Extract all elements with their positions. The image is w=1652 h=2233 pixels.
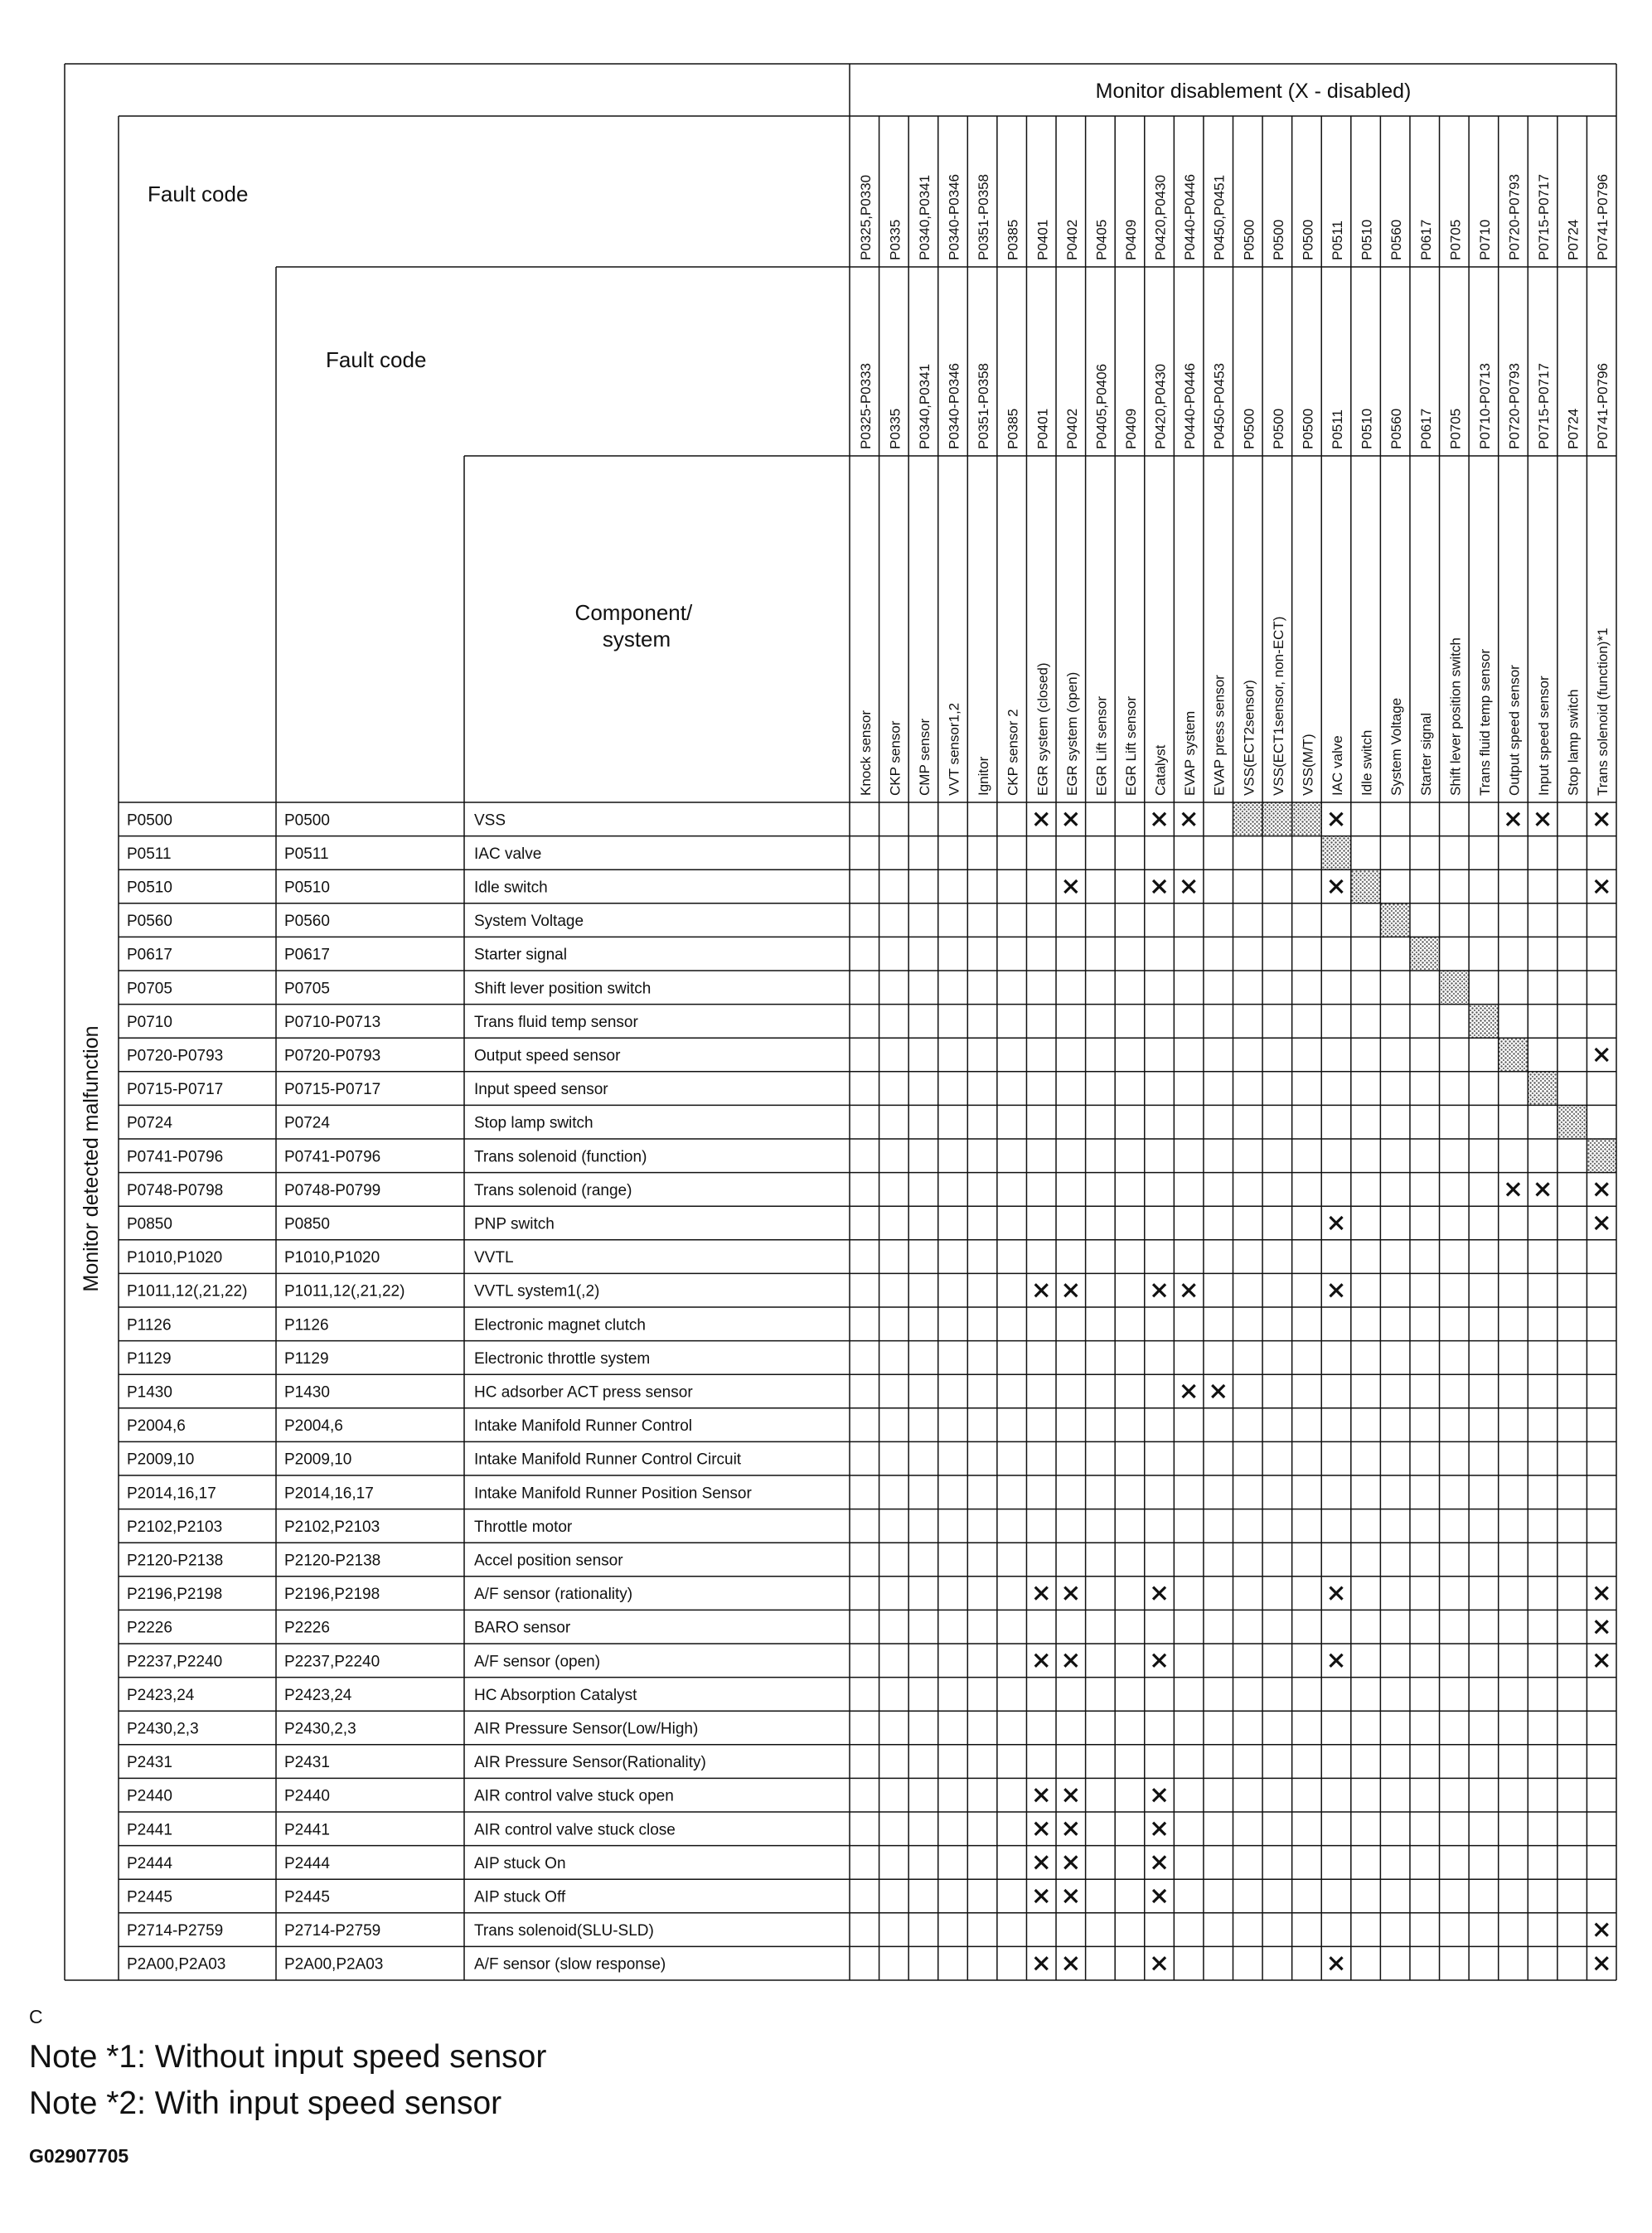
inner-fault-code-label: Fault code [326,347,427,372]
col-component: Output speed sensor [1506,665,1523,796]
row-fault-code-detail: P2009,10 [284,1451,352,1469]
row-fault-code-detail: P0724 [284,1114,330,1132]
col-mid-code: P0351-P0358 [976,363,992,449]
row-fault-code: P0741-P0796 [127,1148,224,1166]
self-cell-shade [1587,1139,1616,1173]
col-mid-code: P0705 [1447,408,1464,449]
self-cell-shade [1558,1105,1587,1139]
row-fault-code: P2196,P2198 [127,1586,223,1604]
row-fault-code-detail: P2445 [284,1888,330,1906]
col-mid-code: P0715-P0717 [1536,363,1553,449]
col-component: CMP sensor [916,718,933,796]
col-component: Ignitor [976,756,992,796]
col-top-code: P0325,P0330 [857,174,874,260]
col-component: EGR system (closed) [1034,662,1051,796]
row-component: HC Absorption Catalyst [474,1686,637,1704]
note-2: Note *2: With input speed sensor [29,2085,502,2121]
row-fault-code: P0500 [127,811,172,830]
col-mid-code: P0720-P0793 [1506,363,1523,449]
row-fault-code-detail: P2441 [284,1821,330,1839]
row-component: Stop lamp switch [474,1114,593,1132]
col-top-code: P0741-P0796 [1595,174,1611,260]
row-fault-code-detail: P0850 [284,1215,330,1233]
col-component: Shift lever position switch [1447,637,1464,796]
disabled-mark [1153,1856,1165,1868]
row-fault-code: P1430 [127,1383,172,1402]
disabled-mark [1596,1183,1608,1195]
disabled-mark [1064,1284,1077,1296]
col-top-code: P0511 [1330,220,1345,260]
col-mid-code: P0440-P0446 [1182,363,1199,449]
col-component: Stop lamp switch [1565,689,1582,796]
col-top-code: P0720-P0793 [1506,174,1523,260]
row-fault-code: P2226 [127,1619,172,1637]
col-top-code: P0385 [1005,219,1021,260]
col-component: CKP sensor 2 [1005,709,1021,796]
row-fault-code-detail: P1010,P1020 [284,1249,380,1267]
col-component: EVAP press sensor [1211,675,1228,796]
row-fault-code: P2430,2,3 [127,1720,199,1738]
row-component: AIP stuck On [474,1854,566,1872]
self-cell-shade [1380,903,1410,937]
row-component: IAC valve [474,845,542,863]
row-fault-code-detail: P0500 [284,811,330,830]
col-top-code: P0617 [1417,219,1434,260]
row-fault-code-detail: P2431 [284,1754,330,1772]
col-component: EGR Lift sensor [1123,696,1139,796]
side-label: Monitor detected malfunction [80,1025,103,1292]
row-fault-code-detail: P2226 [284,1619,330,1637]
col-mid-code: P0340,P0341 [916,363,933,449]
banner-title: Monitor disablement (X - disabled) [1095,80,1412,103]
row-fault-code-detail: P0715-P0717 [284,1081,381,1099]
self-cell-shade [1292,802,1322,836]
disabled-mark [1596,813,1608,826]
disabled-mark [1153,1823,1165,1835]
self-cell-shade [1321,836,1351,870]
disabled-mark [1153,880,1165,893]
row-component: Input speed sensor [474,1081,608,1099]
row-fault-code: P1011,12(,21,22) [127,1282,248,1301]
disabled-mark [1596,880,1608,893]
row-fault-code-detail: P2120-P2138 [284,1552,381,1570]
row-fault-code-detail: P0705 [284,980,330,998]
disabled-mark [1183,1284,1195,1296]
col-component: System Voltage [1388,697,1405,796]
disabled-mark [1330,880,1343,893]
col-mid-code: P0335 [887,408,904,449]
row-component: Intake Manifold Runner Position Sensor [474,1485,752,1503]
row-fault-code: P0560 [127,913,172,931]
disabled-mark [1064,1789,1077,1801]
row-fault-code-detail: P0710-P0713 [284,1013,381,1031]
disabled-mark [1596,1587,1608,1600]
col-top-code: P0401 [1034,219,1051,260]
row-fault-code-detail: P1129 [284,1349,329,1368]
row-fault-code: P2A00,P2A03 [127,1955,226,1974]
disabled-mark [1596,1620,1608,1633]
component-label-line2: system [602,627,671,651]
row-component: VVTL system1(,2) [474,1282,600,1301]
row-component: Starter signal [474,946,567,964]
col-component: EVAP system [1182,710,1199,796]
row-fault-code-detail: P0560 [284,913,330,931]
row-fault-code-detail: P0617 [284,946,330,964]
row-component: Shift lever position switch [474,980,652,998]
outer-fault-code-label: Fault code [148,182,249,206]
col-mid-code: P0500 [1300,408,1316,449]
col-component: VVT sensor1,2 [946,702,962,796]
row-fault-code: P0510 [127,879,172,897]
col-mid-code: P0405,P0406 [1093,363,1110,449]
row-component: HC adsorber ACT press sensor [474,1383,693,1402]
col-mid-code: P0500 [1241,408,1257,449]
row-component: PNP switch [474,1215,555,1233]
row-component: AIR Pressure Sensor(Rationality) [474,1754,706,1772]
col-mid-code: P0450-P0453 [1211,363,1228,449]
col-component: CKP sensor [887,720,904,796]
col-top-code: P0705 [1447,219,1464,260]
disabled-mark [1330,1587,1343,1600]
row-fault-code-detail: P0510 [284,879,330,897]
row-component: Trans fluid temp sensor [474,1013,638,1031]
col-top-code: P0500 [1300,219,1316,260]
disabled-mark [1596,1654,1608,1667]
col-component: Input speed sensor [1536,676,1553,796]
col-component: VSS(ECT1sensor, non-ECT) [1270,616,1286,796]
disabled-mark [1064,1856,1077,1868]
row-fault-code-detail: P0741-P0796 [284,1148,381,1166]
row-fault-code-detail: P2A00,P2A03 [284,1955,384,1974]
col-mid-code: P0409 [1123,408,1139,449]
row-fault-code-detail: P2430,2,3 [284,1720,356,1738]
disabled-mark [1035,813,1048,826]
col-mid-code: P0340-P0346 [946,363,962,449]
row-component: Intake Manifold Runner Control [474,1417,692,1436]
disabled-mark [1596,1924,1608,1936]
disabled-mark [1153,1654,1165,1667]
row-fault-code-detail: P2196,P2198 [284,1586,380,1604]
col-component: Starter signal [1417,712,1434,796]
col-top-code: P0724 [1565,219,1582,260]
row-fault-code: P2237,P2240 [127,1653,223,1671]
col-component: VSS(M/T) [1300,734,1316,796]
col-top-code: P0335 [887,219,904,260]
disabled-mark [1153,1890,1165,1902]
row-component: Intake Manifold Runner Control Circuit [474,1451,742,1469]
row-fault-code-detail: P0720-P0793 [284,1047,381,1065]
disabled-mark [1183,813,1195,826]
row-fault-code: P2004,6 [127,1417,186,1436]
row-component: VVTL [474,1249,514,1267]
self-cell-shade [1528,1072,1558,1106]
row-fault-code-detail: P1011,12(,21,22) [284,1282,405,1301]
row-fault-code: P2423,24 [127,1686,195,1704]
disabled-mark [1153,1789,1165,1801]
row-fault-code: P0720-P0793 [127,1047,224,1065]
disabled-mark [1596,1049,1608,1061]
disabled-mark [1064,880,1077,893]
self-cell-shade [1440,971,1470,1005]
col-component: IAC valve [1330,735,1345,796]
row-component: AIP stuck Off [474,1888,566,1906]
row-fault-code: P2102,P2103 [127,1518,223,1536]
row-fault-code-detail: P1126 [284,1316,329,1334]
row-fault-code: P0724 [127,1114,172,1132]
row-component: BARO sensor [474,1619,571,1637]
row-fault-code: P2714-P2759 [127,1922,224,1940]
note-letter: C [29,2006,43,2027]
self-cell-shade [1469,1005,1499,1039]
row-fault-code: P0710 [127,1013,172,1031]
col-mid-code: P0401 [1034,408,1051,449]
self-cell-shade [1410,937,1440,971]
row-component: A/F sensor (open) [474,1653,601,1671]
col-mid-code: P0741-P0796 [1595,363,1611,449]
row-component: Throttle motor [474,1518,573,1536]
row-fault-code: P2431 [127,1754,172,1772]
row-fault-code: P0748-P0798 [127,1181,224,1199]
disabled-mark [1330,1217,1343,1229]
disabled-mark [1035,1654,1048,1667]
col-mid-code: P0500 [1270,408,1286,449]
row-fault-code: P2440 [127,1787,172,1805]
col-mid-code: P0420,P0430 [1152,363,1169,449]
row-fault-code: P0850 [127,1215,172,1233]
self-cell-shade [1262,802,1292,836]
col-top-code: P0500 [1241,219,1257,260]
disabled-mark [1330,1284,1343,1296]
disabled-mark [1064,1587,1077,1600]
col-mid-code: P0560 [1388,408,1405,449]
row-fault-code-detail: P2423,24 [284,1686,352,1704]
disabled-mark [1064,1957,1077,1969]
disabled-mark [1153,813,1165,826]
col-mid-code: P0510 [1359,408,1375,449]
col-top-code: P0402 [1063,219,1080,260]
row-fault-code-detail: P2004,6 [284,1417,343,1436]
row-fault-code-detail: P2714-P2759 [284,1922,381,1940]
row-fault-code: P0617 [127,946,172,964]
col-component: Knock sensor [857,710,874,796]
row-component: AIR Pressure Sensor(Low/High) [474,1720,699,1738]
row-component: Trans solenoid (range) [474,1181,632,1199]
row-component: AIR control valve stuck close [474,1821,676,1839]
col-top-code: P0440-P0446 [1182,174,1199,260]
row-fault-code: P0511 [127,845,172,863]
col-top-code: P0340,P0341 [916,174,933,260]
col-mid-code: P0724 [1565,408,1582,449]
row-fault-code: P2120-P2138 [127,1552,224,1570]
disabled-mark [1596,1957,1608,1969]
row-fault-code: P1129 [127,1349,172,1368]
row-component: VSS [474,811,506,830]
row-component: Electronic throttle system [474,1349,651,1368]
disabled-mark [1330,1654,1343,1667]
disabled-mark [1064,1890,1077,1902]
self-cell-shade [1351,869,1381,903]
component-label [575,600,699,651]
col-mid-code: P0511 [1330,409,1345,449]
col-top-code: P0510 [1359,219,1375,260]
disabled-mark [1537,1183,1549,1195]
disabled-mark [1507,1183,1519,1195]
row-fault-code: P1010,P1020 [127,1249,223,1267]
component-label-line1: Component/ [574,600,693,625]
disabled-mark [1064,1654,1077,1667]
disabled-mark [1035,1856,1048,1868]
col-mid-code: P0617 [1417,408,1434,449]
col-top-code: P0560 [1388,219,1405,260]
disabled-mark [1035,1957,1048,1969]
col-component: Trans solenoid (function)*1 [1595,627,1611,796]
row-fault-code-detail: P2444 [284,1854,330,1872]
row-component: Output speed sensor [474,1047,621,1065]
disabled-mark [1330,1957,1343,1969]
row-fault-code: P0715-P0717 [127,1081,224,1099]
row-fault-code-detail: P2102,P2103 [284,1518,380,1536]
col-mid-code: P0385 [1005,408,1021,449]
disabled-mark [1153,1284,1165,1296]
row-fault-code-detail: P1430 [284,1383,330,1402]
col-top-code: P0405 [1093,219,1110,260]
col-top-code: P0409 [1123,219,1139,260]
disabled-mark [1064,813,1077,826]
row-component: Electronic magnet clutch [474,1316,646,1334]
row-fault-code-detail: P0748-P0799 [284,1181,381,1199]
row-fault-code: P2445 [127,1888,172,1906]
row-component: Accel position sensor [474,1552,623,1570]
disabled-mark [1183,1385,1195,1397]
row-component: System Voltage [474,913,584,931]
col-top-code: P0420,P0430 [1152,174,1169,260]
col-component: EGR Lift sensor [1093,696,1110,796]
col-top-code: P0450,P0451 [1211,174,1228,260]
disabled-mark [1035,1789,1048,1801]
disabled-mark [1212,1385,1224,1397]
col-component: VSS(ECT2sensor) [1241,680,1257,796]
disabled-mark [1153,1957,1165,1969]
col-component: EGR system (open) [1063,671,1080,796]
self-cell-shade [1233,802,1263,836]
col-top-code: P0500 [1270,219,1286,260]
col-component: Trans fluid temp sensor [1476,649,1493,796]
row-component: A/F sensor (rationality) [474,1586,633,1604]
row-fault-code: P2444 [127,1854,172,1872]
row-fault-code: P1126 [127,1316,172,1334]
self-cell-shade [1499,1038,1528,1072]
col-mid-code: P0402 [1063,408,1080,449]
disabled-mark [1330,813,1343,826]
disabled-mark [1035,1587,1048,1600]
col-component: Idle switch [1359,729,1375,796]
row-component: AIR control valve stuck open [474,1787,674,1805]
disabled-mark [1064,1823,1077,1835]
row-fault-code: P0705 [127,980,172,998]
disabled-mark [1035,1823,1048,1835]
col-top-code: P0340-P0346 [946,174,962,260]
disabled-mark [1596,1217,1608,1229]
row-component: Trans solenoid(SLU-SLD) [474,1922,654,1940]
disabled-mark [1537,813,1549,826]
disabled-mark [1035,1284,1048,1296]
row-fault-code-detail: P0511 [284,845,329,863]
disabled-mark [1035,1890,1048,1902]
row-component: Idle switch [474,879,548,897]
row-fault-code-detail: P2014,16,17 [284,1485,374,1503]
col-mid-code: P0325-P0333 [857,363,874,449]
row-fault-code: P2014,16,17 [127,1485,216,1503]
col-mid-code: P0710-P0713 [1476,363,1493,449]
disabled-mark [1153,1587,1165,1600]
col-top-code: P0351-P0358 [976,174,992,260]
row-component: Trans solenoid (function) [474,1148,647,1166]
note-1: Note *1: Without input speed sensor [29,2039,547,2075]
col-component: Catalyst [1152,744,1169,796]
disabled-mark [1183,880,1195,893]
figure-id: G02907705 [29,2145,129,2167]
disabled-mark [1507,813,1519,826]
col-top-code: P0715-P0717 [1536,174,1553,260]
row-fault-code: P2009,10 [127,1451,195,1469]
row-component: A/F sensor (slow response) [474,1955,666,1974]
row-fault-code-detail: P2237,P2240 [284,1653,380,1671]
col-top-code: P0710 [1476,219,1493,260]
row-fault-code: P2441 [127,1821,172,1839]
row-fault-code-detail: P2440 [284,1787,330,1805]
